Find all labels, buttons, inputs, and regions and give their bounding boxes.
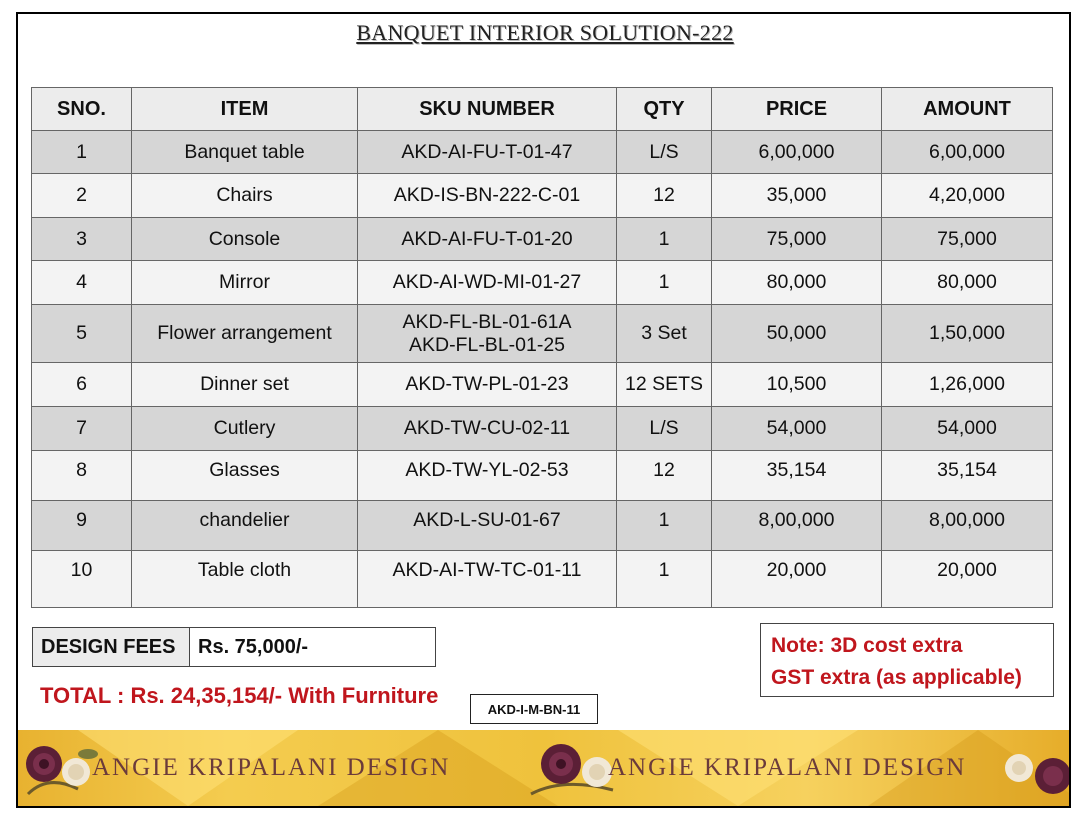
cell-qty: 1 [617,261,712,305]
table-row [32,305,1053,363]
table-row [32,501,1053,551]
cell-item: Chairs [132,174,358,218]
col-header-qty: QTY [617,88,712,131]
cell-sno: 9 [32,501,132,551]
cell-sku: AKD-AI-FU-T-01-20 [358,218,617,261]
cell-sku [358,305,617,363]
col-header-sno: SNO. [32,88,132,131]
cell-item: Cutlery [132,407,358,451]
table-header-row [32,88,1053,131]
cell-sno: 3 [32,218,132,261]
cell-price: 10,500 [712,363,882,407]
cell-qty: 12 [617,174,712,218]
cell-amount: 80,000 [882,261,1053,305]
table-row [32,407,1053,451]
note-line-gst: GST extra (as applicable) [771,666,1022,689]
cell-amount: 8,00,000 [882,501,1053,551]
cell-amount: 1,26,000 [882,363,1053,407]
cell-amount: 4,20,000 [882,174,1053,218]
cell-qty: 1 [617,501,712,551]
cell-item: Dinner set [132,363,358,407]
cell-price: 6,00,000 [712,131,882,174]
cell-item: Mirror [132,261,358,305]
cell-amount: 20,000 [882,551,1053,608]
cell-sno: 6 [32,363,132,407]
cell-item: Table cloth [132,551,358,608]
brand-banner [18,730,1069,806]
cell-sku: AKD-TW-PL-01-23 [358,363,617,407]
reference-code: AKD-I-M-BN-11 [470,694,598,724]
cell-sno: 2 [32,174,132,218]
cell-sno: 1 [32,131,132,174]
cell-amount: 75,000 [882,218,1053,261]
cell-sku: AKD-L-SU-01-67 [358,501,617,551]
cell-sku: AKD-TW-CU-02-11 [358,407,617,451]
cell-sku: AKD-AI-FU-T-01-47 [358,131,617,174]
table-row [32,174,1053,218]
cell-item: chandelier [132,501,358,551]
table-row [32,131,1053,174]
cell-qty: 3 Set [617,305,712,363]
col-header-item: ITEM [132,88,358,131]
note-box [760,623,1054,697]
cell-qty: 12 SETS [617,363,712,407]
cell-qty: L/S [617,407,712,451]
cell-amount: 54,000 [882,407,1053,451]
col-header-sku: SKU NUMBER [358,88,617,131]
sku-line: AKD-FL-BL-01-61A [402,310,572,333]
cell-item: Banquet table [132,131,358,174]
table-row [32,261,1053,305]
brand-name-right: ANGIE KRIPALANI DESIGN [608,754,967,781]
cell-sku: AKD-TW-YL-02-53 [358,451,617,501]
col-header-price: PRICE [712,88,882,131]
cell-sku: AKD-AI-TW-TC-01-11 [358,551,617,608]
cell-price: 20,000 [712,551,882,608]
cell-qty: 12 [617,451,712,501]
cell-item: Glasses [132,451,358,501]
cell-sno: 7 [32,407,132,451]
quotation-table [31,87,1053,608]
cell-price: 80,000 [712,261,882,305]
design-fees-label: DESIGN FEES [33,628,190,666]
cell-price: 35,000 [712,174,882,218]
cell-item: Console [132,218,358,261]
table-row [32,551,1053,608]
cell-item: Flower arrangement [132,305,358,363]
cell-qty: 1 [617,218,712,261]
cell-sno: 10 [32,551,132,608]
table-row [32,451,1053,501]
brand-name-left: ANGIE KRIPALANI DESIGN [92,754,451,781]
cell-amount: 1,50,000 [882,305,1053,363]
page-title: BANQUET INTERIOR SOLUTION-222 [356,20,734,45]
cell-price: 75,000 [712,218,882,261]
cell-amount: 6,00,000 [882,131,1053,174]
cell-sno: 5 [32,305,132,363]
cell-sno: 4 [32,261,132,305]
note-line-3d: Note: 3D cost extra [771,634,963,657]
flower-bouquet-right-icon [993,736,1069,806]
cell-qty: L/S [617,131,712,174]
design-fees-box [32,627,436,667]
cell-sno: 8 [32,451,132,501]
grand-total: TOTAL : Rs. 24,35,154/- With Furniture [40,683,439,708]
cell-price: 35,154 [712,451,882,501]
table-row [32,218,1053,261]
cell-price: 8,00,000 [712,501,882,551]
col-header-amount: AMOUNT [882,88,1053,131]
cell-price: 54,000 [712,407,882,451]
sku-line: AKD-FL-BL-01-25 [408,333,566,356]
design-fees-value: Rs. 75,000/- [198,635,309,658]
cell-qty: 1 [617,551,712,608]
cell-sku: AKD-IS-BN-222-C-01 [358,174,617,218]
cell-sku: AKD-AI-WD-MI-01-27 [358,261,617,305]
cell-amount: 35,154 [882,451,1053,501]
table-row [32,363,1053,407]
cell-price: 50,000 [712,305,882,363]
